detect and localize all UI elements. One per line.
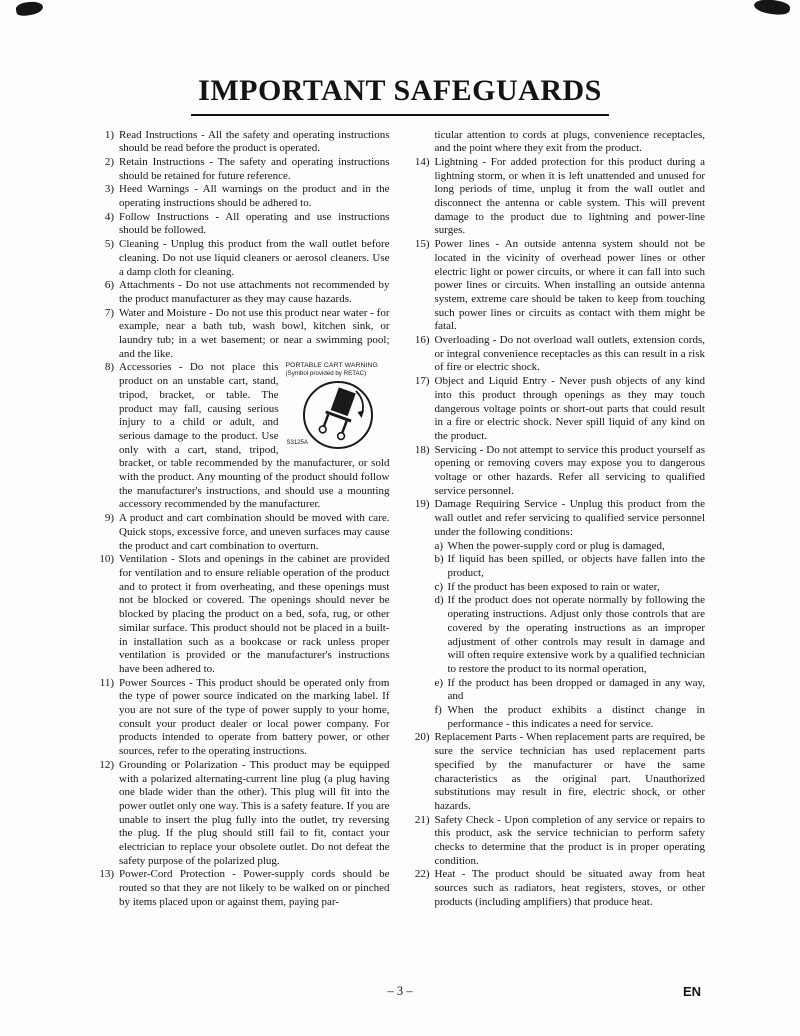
item-number: 1) [104, 128, 114, 141]
item-number: 8) [104, 361, 114, 374]
condition-f [435, 704, 706, 731]
page-footer [0, 984, 800, 1002]
condition-label: b) [434, 553, 444, 566]
item-number: 4) [104, 210, 114, 223]
safeguard-item-8 [95, 361, 390, 512]
condition-label: a) [434, 539, 444, 552]
item-text: Power Sources - This product should be operated only from the type of power source indicated on the marking label. If you are not sure of the type of power supply to your home, consult your product dealer or local power company. For products intended to operate from battery power, or other sources, refer to the operating instructions. [119, 676, 390, 758]
condition-e [435, 677, 706, 704]
item-number: 5) [104, 238, 114, 251]
safeguard-item-19 [411, 498, 706, 731]
safeguard-item-1 [95, 129, 390, 156]
safeguard-item-7 [95, 307, 390, 362]
item-number: 14) [414, 155, 430, 168]
safeguard-item-13 [95, 868, 390, 909]
item-number: 3) [104, 183, 114, 196]
item-text: Replacement Parts - When replacement parts are required, be sure the service technician has used replacement parts specified by the manufacturer or have the same characteristics as the original part. Unauthorized substitutions may result in fire, electric shock, or other hazards. [434, 731, 705, 812]
item-number: 13) [99, 868, 114, 881]
page-number: – 3 – [387, 984, 413, 998]
condition-label: e) [434, 676, 444, 689]
condition-label: d) [434, 594, 444, 607]
condition-text: When the product exhibits a distinct change in performance - this indicates a need for service. [447, 704, 705, 730]
item-text: Accessories - Do not place this product on an unstable cart, stand, tripod, bracket, or table. The product may fall, causing serious injury to a child or adult, and serious damage to the product. Use only with a cart, stand, tripod, bracket, or table recommended by the manufacturer, or sold with the product. Any mounting of the product should follow the manufacturer's instructions, and should use a mounting accessory recommended by the manufacturer. [119, 361, 390, 511]
item-number: 20) [414, 731, 430, 744]
item-number: 21) [414, 813, 430, 826]
item-text: Grounding or Polarization - This product may be equipped with a polarized alternating-current line plug (a plug having one blade wider than the other). This plug will fit into the power outlet only one way. This is a safety feature. If you are unable to insert the plug fully into the outlet, try reversing the plug. If the plug should still fail to fit, contact your electrician to replace your obsolete outlet. Do not defeat the safety purpose of the polarized plug. [119, 758, 390, 867]
condition-text: If liquid has been spilled, or objects have fallen into the product, [447, 553, 705, 579]
figure-code: S3125A [286, 439, 308, 446]
safeguard-item-18 [411, 444, 706, 499]
item-text: Water and Moisture - Do not use this product near water - for example, near a bath tub, wash bowl, kitchen sink, or laundry tub; in a wet basement; or near a swimming pool; and the like. [119, 306, 390, 360]
item-number: 6) [104, 279, 114, 292]
safeguard-item-21 [411, 814, 706, 869]
safeguard-item-9 [95, 512, 390, 553]
item-text: Retain Instructions - The safety and operating instructions should be retained for future reference. [119, 155, 390, 182]
safeguard-item-10 [95, 553, 390, 676]
safeguard-item-2 [95, 156, 390, 183]
portable-cart-warning-figure [286, 362, 390, 451]
safeguard-item-15 [411, 238, 706, 334]
item-text: Power-Cord Protection - Power-supply cords should be routed so that they are not likely to be walked on or pinched by items placed upon or against them, paying par- [119, 868, 390, 908]
item-number: 15) [414, 238, 430, 251]
item-number: 16) [414, 334, 430, 347]
condition-text: When the power-supply cord or plug is damaged, [447, 539, 665, 552]
item-number: 11) [99, 676, 114, 689]
item-text: Object and Liquid Entry - Never push objects of any kind into this product through openings as they may touch dangerous voltage points or short-out parts that could result in a fire or electric shock. Never spill liquid of any kind on the product. [434, 375, 705, 442]
condition-d [435, 594, 706, 676]
item-text: A product and cart combination should be moved with care. Quick stops, excessive force, and uneven surfaces may cause the product and cart combination to overturn. [119, 512, 390, 552]
item-text: Read Instructions - All the safety and operating instructions should be read before the product is operated. [119, 128, 390, 155]
condition-label: c) [434, 580, 444, 593]
page-header [0, 0, 800, 116]
item-number: 17) [414, 375, 430, 388]
cart-warning-heading: PORTABLE CART WARNING [285, 362, 378, 370]
item-text: Safety Check - Upon completion of any service or repairs to this product, ask the service technician to perform safety checks to determine that the product is in proper operating condition. [434, 813, 705, 867]
item-number: 2) [104, 155, 114, 168]
item-text: Damage Requiring Service - Unplug this product from the wall outlet and refer servicing to qualified service personnel under the following conditions: [434, 498, 705, 538]
item-text: ticular attention to cords at plugs, convenience receptacles, and the point where they exit from the product. [434, 128, 705, 155]
cart-warning-subheading: (Symbol provided by RETAC) [285, 370, 367, 378]
safeguard-item-17 [411, 375, 706, 444]
right-column [411, 129, 706, 910]
condition-text: If the product has been exposed to rain or water, [447, 580, 660, 593]
item-text: Lightning - For added protection for this product during a lightning storm, or when it is left unattended and unused for long periods of time, unplug it from the wall outlet and disconnect the antenna or cable system. This will prevent damage to the product due to lightning and power-line surges. [434, 155, 705, 237]
condition-text: If the product has been dropped or damaged in any way, and [447, 676, 705, 703]
two-column-body [0, 116, 800, 910]
safeguard-item-4 [95, 211, 390, 238]
item-number: 7) [104, 306, 114, 319]
condition-text: If the product does not operate normally by following the operating instructions. Adjust only those controls that are covered by the operating instructions as an improper adjustment of other controls may result in damage and will often require extensive work by a qualified technician to restore the product to its normal operation, [447, 594, 705, 675]
item-text: Attachments - Do not use attachments not recommended by the product manufacturer as they may cause hazards. [119, 279, 390, 305]
item-text: Servicing - Do not attempt to service this product yourself as opening or removing covers may expose you to dangerous voltage or other hazards. Refer all servicing to qualified service personnel. [434, 443, 705, 497]
safeguard-item-22 [411, 868, 706, 909]
item-text: Power lines - An outside antenna system should not be located in the vicinity of overhead power lines or other electric light or power circuits, or where it can fall into such power lines or circuits. When installing an outside antenna system, extreme care should be taken to keep from touching such power lines or circuits as contact with them might be fatal. [434, 238, 705, 333]
safeguard-item-3 [95, 183, 390, 210]
safeguard-item-20 [411, 731, 706, 813]
item-13-continuation [411, 129, 706, 156]
tipping-cart-icon [299, 379, 377, 451]
item-number: 10) [99, 553, 114, 566]
condition-a [435, 540, 706, 554]
item-number: 22) [414, 868, 430, 881]
safeguard-item-11 [95, 677, 390, 759]
condition-c [435, 581, 706, 595]
condition-label: f) [434, 704, 442, 717]
item-number: 12) [99, 758, 114, 771]
item-number: 18) [414, 443, 430, 456]
safeguard-item-14 [411, 156, 706, 238]
item-number: 9) [104, 512, 114, 525]
left-column [95, 129, 390, 910]
language-code: EN [682, 984, 701, 999]
safeguard-item-5 [95, 238, 390, 279]
item-text: Overloading - Do not overload wall outlets, extension cords, or integral convenience receptacles as this can result in a risk of fire or electric shock. [434, 334, 705, 374]
page-title: IMPORTANT SAFEGUARDS [191, 74, 609, 116]
item-text: Follow Instructions - All operating and use instructions should be followed. [119, 210, 390, 237]
condition-b [435, 553, 706, 580]
safeguard-item-16 [411, 334, 706, 375]
item-text: Cleaning - Unplug this product from the wall outlet before cleaning. Do not use liquid cleaners or aerosol cleaners. Use a damp cloth for cleaning. [119, 238, 390, 278]
item-text: Heed Warnings - All warnings on the product and in the operating instructions should be adhered to. [119, 183, 390, 210]
safeguard-item-12 [95, 759, 390, 869]
safeguard-item-6 [95, 279, 390, 306]
item-text: Ventilation - Slots and openings in the cabinet are provided for ventilation and to ensure reliable operation of the product and to protect it from overheating, and these openings must not be blocked or covered. The openings should never be blocked by placing the product on a bed, sofa, rug, or other similar surface. This product should not be placed in a built-in installation such as a bookcase or rack unless proper ventilation is provided or the manufacturer's instructions have been adhered to. [119, 553, 390, 675]
cart-warning-graphic [286, 379, 390, 451]
item-number: 19) [414, 498, 430, 511]
item-text: Heat - The product should be situated away from heat sources such as radiators, heat registers, stoves, or other products (including amplifiers) that produce heat. [434, 868, 705, 908]
